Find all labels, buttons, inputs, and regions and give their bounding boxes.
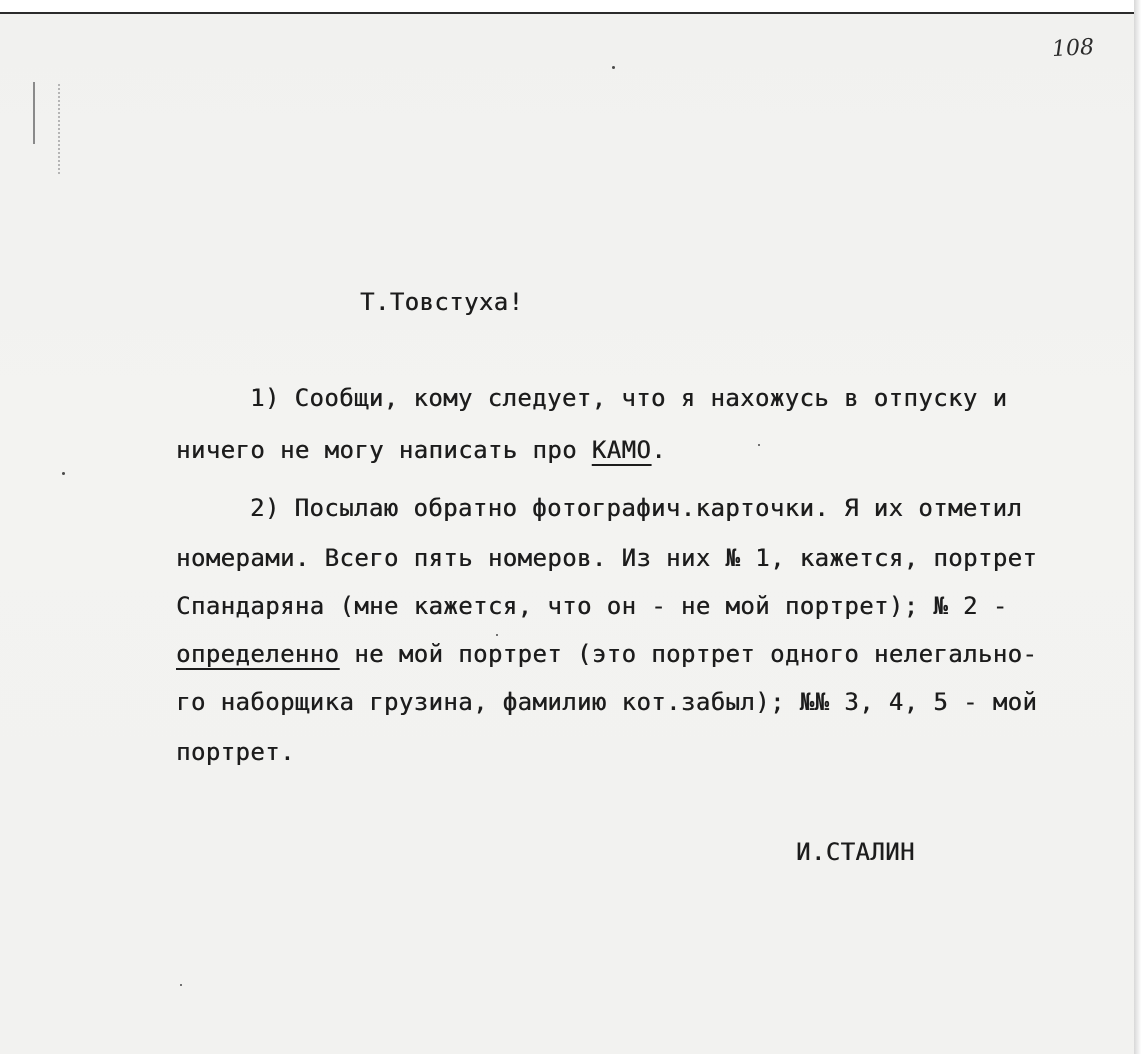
- salutation: Т.Товстуха!: [360, 288, 524, 316]
- paragraph2-line1: 2) Посылаю обратно фотографич.карточки. Я их отметил: [250, 494, 1023, 522]
- paper-speck: [62, 472, 65, 475]
- definitely-underlined: определенно: [176, 640, 340, 668]
- paragraph2-line2: номерами. Всего пять номеров. Из них № 1, кажется, портрет: [176, 544, 1038, 572]
- paragraph1-line2: [176, 436, 666, 464]
- paper-speck: [758, 444, 760, 446]
- paragraph2-line3: Спандаряна (мне кажется, что он - не мой портрет); № 2 -: [176, 592, 1008, 620]
- paragraph1-line1: 1) Сообщи, кому следует, что я нахожусь в отпуску и: [250, 384, 1008, 412]
- paper-speck: [612, 66, 615, 69]
- paragraph2-line4: [176, 640, 1037, 668]
- paper-sheet: [0, 12, 1134, 1054]
- kamo-underlined: КАМО: [591, 436, 652, 464]
- paragraph1-line2-end: .: [651, 436, 667, 464]
- binding-perforation: [58, 84, 64, 174]
- paragraph2-line5: го наборщика грузина, фамилию кот.забыл); №№ 3, 4, 5 - мой: [176, 688, 1038, 716]
- paper-speck: [496, 634, 498, 636]
- paragraph2-line4-text: не мой портрет (это портрет одного нелегально-: [339, 640, 1038, 668]
- paragraph2-line6: портрет.: [176, 738, 295, 766]
- paper-edge: [1134, 0, 1146, 1054]
- page-number: 108: [1051, 34, 1095, 63]
- paper-speck: [180, 984, 182, 986]
- binding-mark: [33, 82, 35, 144]
- paragraph1-line2-text: ничего не могу написать про: [176, 436, 592, 464]
- signature: И.СТАЛИН: [796, 838, 915, 866]
